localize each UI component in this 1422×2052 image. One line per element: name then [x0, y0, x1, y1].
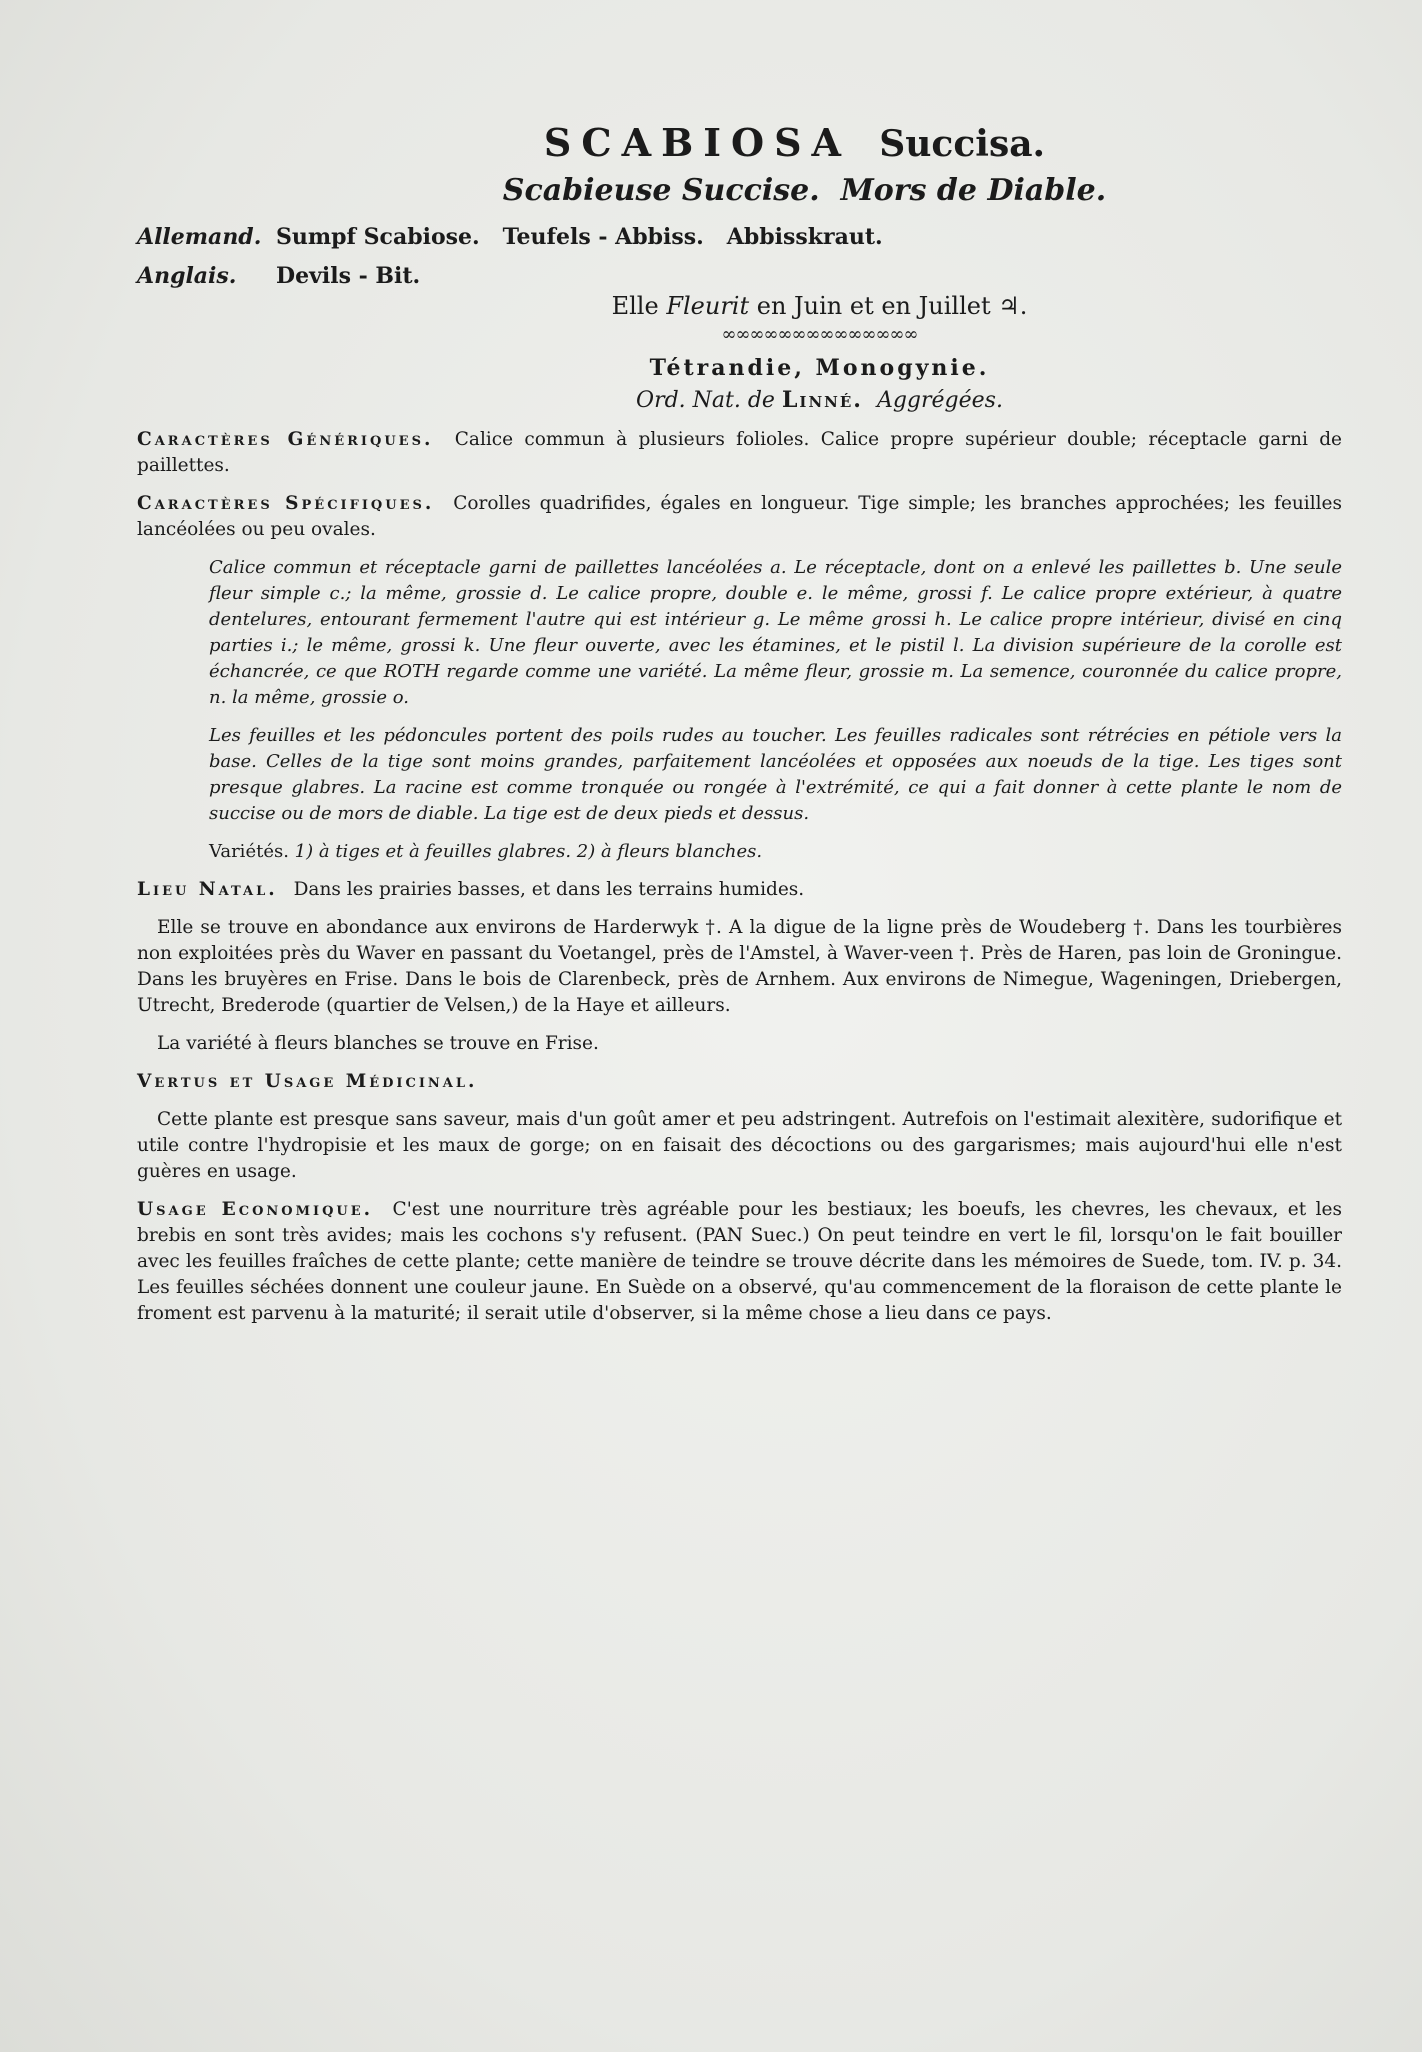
economic-usage [137, 1197, 1342, 1327]
specific-text: Corolles quadrifides, égales en longueur. Tige simple; les branches approchées; les feuilles lancéolées ou peu ovales. [137, 493, 1342, 540]
specific-heading: Caractères Spécifiques. [137, 493, 435, 514]
order-label: Ord. Nat. de [636, 388, 775, 413]
natural-order [297, 387, 1342, 413]
english-name: Devils - Bit. [276, 263, 421, 289]
german-name-1: Sumpf Scabiose. [276, 224, 480, 250]
french-names [267, 173, 1342, 208]
classification: Tétrandie, Monogynie. [649, 355, 990, 381]
french-alt-name: Mors de Diable. [840, 173, 1107, 208]
flowering-verb: Fleurit [666, 292, 750, 320]
medical-text: Cette plante est presque sans saveur, mais d'un goût amer et peu adstringent. Autrefois on l'estimait alexitère, sudorifique et utile contre l'hydropisie et les maux de gorge; on en faisait des décoctions ou des gargarismes; mais aujourd'hui elle n'est guères en usage. [137, 1109, 1342, 1182]
species-name: Succisa. [879, 123, 1046, 165]
flowering-post: en Juin et en Juillet ♃. [756, 292, 1028, 320]
flowering-pre: Elle [611, 292, 659, 320]
generic-text: Calice commun à plusieurs folioles. Calice propre supérieur double; réceptacle garni de paillettes. [137, 429, 1342, 476]
varieties [209, 839, 1342, 865]
order-author: Linné. [781, 387, 863, 413]
leaves-description: Les feuilles et les pédoncules portent des poils rudes au toucher. Les feuilles radicales sont rétrécies en pétiole vers la base. Celles de la tige sont moins grandes, parfaitement lancéolées et opposées aux noeuds de la tige. Les tiges sont presque glabres. La racine est comme tronquée ou rongée à l'extrémité, ce qui a fait donner à cette plante le nom de succise ou de mors de diable. La tige est de deux pieds et dessus. [209, 725, 1342, 824]
vernacular-names [137, 218, 1342, 296]
german-name-2: Teufels - Abbiss. [502, 224, 704, 250]
habitat-text: Dans les prairies basses, et dans les terrains humides. [293, 879, 805, 900]
habitat-white-variety: La variété à fleurs blanches se trouve en Frise. [157, 1033, 599, 1054]
english-label: Anglais. [137, 263, 237, 289]
ornament-divider: ∞∞∞∞∞∞∞∞∞∞∞∞∞∞ [721, 324, 918, 345]
flowering-time [297, 292, 1342, 320]
economic-text: C'est une nourriture très agréable pour les bestiaux; les boeufs, les chevres, les chevaux, et les brebis en sont très avides; mais les cochons s'y refusent. (PAN Suec.) On peut teindre en vert le fil, lorsqu'on le fait bouiller avec les feuilles fraîches de cette plante; cette manière de teindre se trouve décrite dans les mémoires de Suede, tom. IV. p. 34. Les feuilles séchées donnent une couleur jaune. En Suède on a observé, qu'au commencement de la floraison de cette plante le froment est parvenu à la maturité; il serait utile d'observer, si la même chose a lieu dans ce pays. [137, 1199, 1342, 1324]
order-name: Aggrégées. [876, 388, 1003, 413]
habitat [137, 877, 1342, 903]
german-label: Allemand. [137, 224, 262, 250]
english-row [137, 257, 1342, 296]
generic-characters [137, 427, 1342, 479]
varieties-label: Variétés. [209, 841, 289, 862]
genus-name: SCABIOSA [543, 120, 852, 165]
german-name-3: Abbisskraut. [726, 224, 883, 250]
german-row [137, 218, 1342, 257]
specific-characters [137, 491, 1342, 543]
varieties-text: 1) à tiges et à feuilles glabres. 2) à fleurs blanches. [294, 841, 763, 862]
document-sheet [137, 120, 1342, 1339]
medical-heading: Vertus et Usage Médicinal. [137, 1071, 478, 1092]
medical-heading-row [137, 1069, 1342, 1095]
habitat-detail: Elle se trouve en abondance aux environs de Harderwyk †. A la digue de la ligne près de Woudeberg †. Dans les tourbières non exploitées près du Waver en passant du Voetangel, près de l'Amstel, à Waver-veen †. Près de Haren, pas loin de Groningue. Dans les bruyères en Frise. Dans le bois de Clarenbeck, près de Arnhem. Aux environs de Nimegue, Wageningen, Driebergen, Utrecht, Brederode (quartier de Velsen,) de la Haye et ailleurs. [137, 917, 1342, 1016]
french-name: Scabieuse Succise. [502, 173, 820, 208]
habitat-heading: Lieu Natal. [137, 879, 278, 900]
document-body [137, 427, 1342, 1327]
economic-heading: Usage Economique. [137, 1199, 374, 1220]
page-title [247, 120, 1342, 165]
plate-description: Calice commun et réceptacle garni de paillettes lancéolées a. Le réceptacle, dont on a enlevé les paillettes b. Une seule fleur simple c.; la même, grossie d. Le calice propre, double e. le même, grossi f. Le calice propre extérieur, à quatre dentelures, entourant fermement l'autre qui est intérieur g. Le même grossi h. Le calice propre intérieur, divisé en cinq parties i.; le même, grossi k. Une fleur ouverte, avec les étamines, et le pistil l. La division supérieure de la corolle est échancrée, ce que ROTH regarde comme une variété. La même fleur, grossie m. La semence, couronnée du calice propre, n. la même, grossie o. [209, 557, 1342, 708]
generic-heading: Caractères Génériques. [137, 429, 434, 450]
